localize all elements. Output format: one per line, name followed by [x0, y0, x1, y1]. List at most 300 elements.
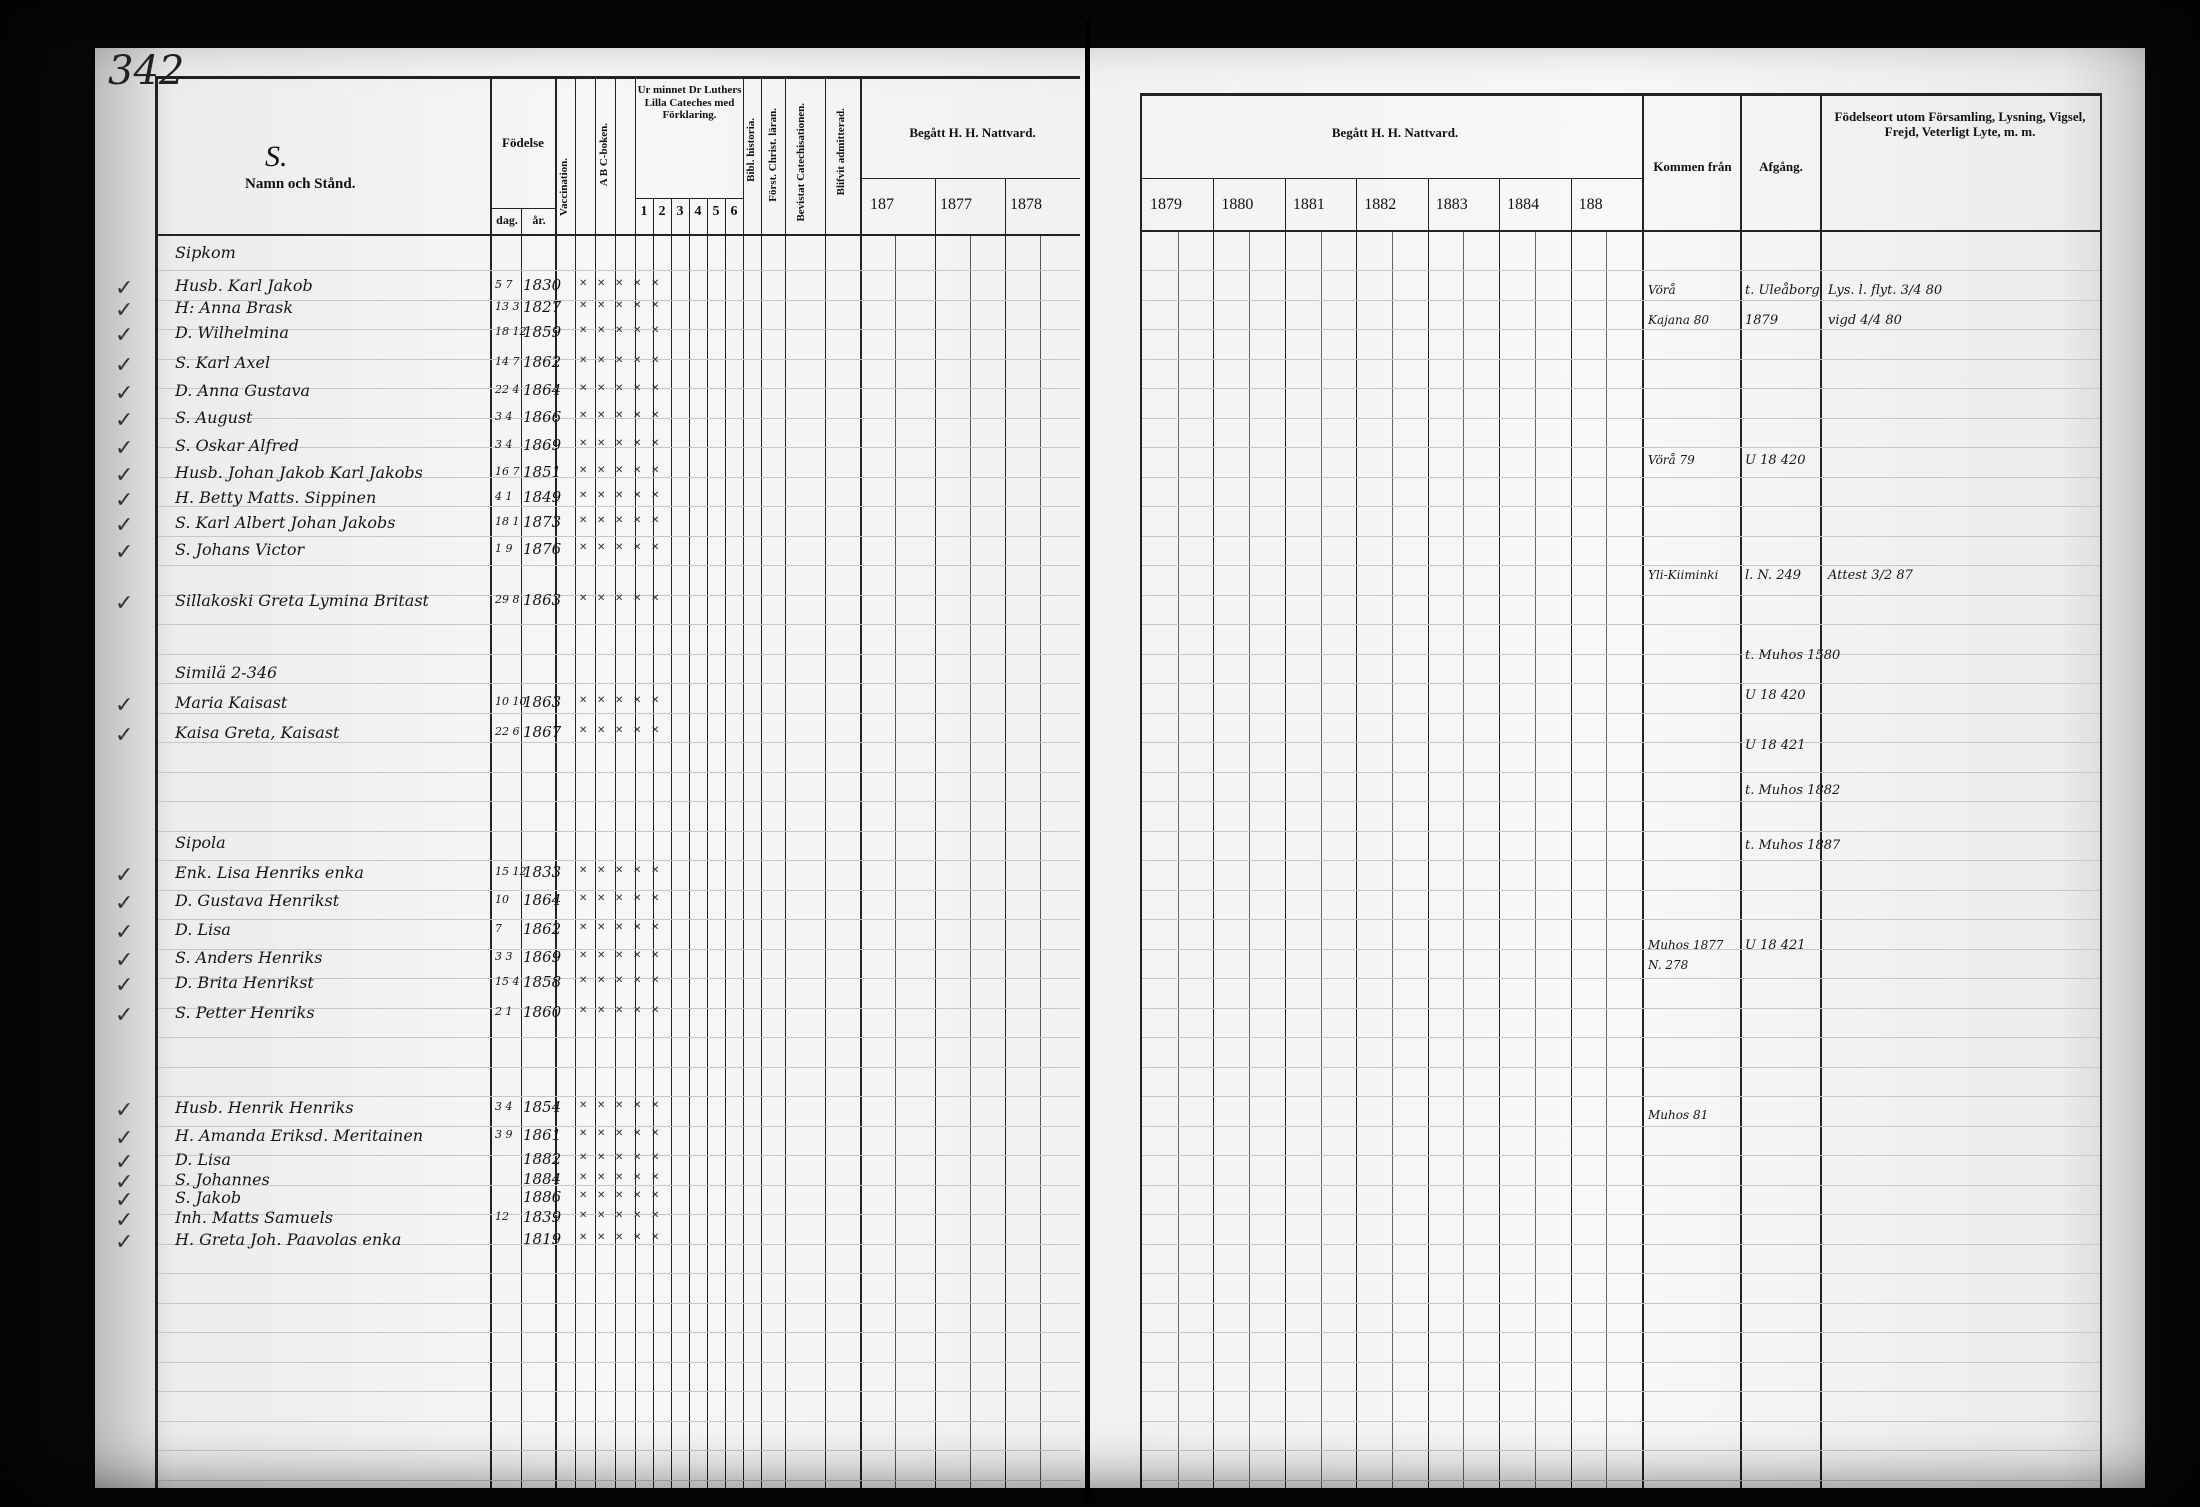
row-rule — [1142, 536, 2100, 537]
margin-check-mark: ✓ — [115, 408, 134, 433]
check-mark: ✕ — [597, 893, 606, 904]
check-mark: ✕ — [651, 542, 660, 553]
check-mark: ✕ — [579, 725, 588, 736]
r-right-frame — [2100, 93, 2102, 1488]
check-mark: ✕ — [615, 515, 624, 526]
check-mark: ✕ — [651, 438, 660, 449]
entry-departure: U 18 420 — [1745, 688, 1806, 703]
check-mark: ✕ — [633, 695, 642, 706]
row-rule — [1142, 860, 2100, 861]
row-rule — [158, 1332, 1080, 1333]
row-rule — [1142, 742, 2100, 743]
row-rule — [1142, 624, 2100, 625]
birth-header: Födelse — [502, 135, 544, 150]
entry-birth-day: 7 — [495, 922, 502, 935]
check-mark: ✕ — [633, 515, 642, 526]
check-mark: ✕ — [597, 1100, 606, 1111]
row-rule — [1142, 1037, 2100, 1038]
check-mark: ✕ — [633, 593, 642, 604]
header-top-rule — [155, 76, 1080, 79]
check-mark: ✕ — [615, 465, 624, 476]
check-mark: ✕ — [633, 325, 642, 336]
col-rule-y1 — [935, 178, 936, 1488]
check-mark: ✕ — [579, 1128, 588, 1139]
check-mark: ✕ — [615, 1100, 624, 1111]
communion-year-1: 187 — [870, 196, 894, 213]
check-mark: ✕ — [579, 542, 588, 553]
margin-check-mark: ✓ — [115, 891, 134, 916]
row-rule — [158, 772, 1080, 773]
margin-check-mark: ✓ — [115, 276, 134, 301]
check-mark: ✕ — [615, 1210, 624, 1221]
entry-name: H. Amanda Eriksd. Meritainen — [175, 1126, 424, 1145]
check-mark: ✕ — [597, 383, 606, 394]
check-mark: ✕ — [597, 438, 606, 449]
entry-departure: t. Muhos 1887 — [1745, 838, 1841, 853]
row-rule — [158, 1391, 1080, 1392]
communion-year-8: 1883 — [1435, 196, 1468, 213]
entry-name: Husb. Johan Jakob Karl Jakobs — [175, 463, 423, 482]
check-mark: ✕ — [579, 865, 588, 876]
check-mark: ✕ — [633, 1210, 642, 1221]
col-rule-name — [490, 76, 492, 1488]
r-year-rule — [1285, 178, 1286, 1488]
communion-year-6: 1881 — [1292, 196, 1325, 213]
check-mark: ✕ — [651, 725, 660, 736]
section-letter: S. — [265, 140, 288, 173]
communion-year-10: 188 — [1578, 196, 1603, 213]
entry-name: Sillakoski Greta Lymina Britast — [175, 591, 429, 610]
check-mark: ✕ — [633, 438, 642, 449]
row-rule — [1142, 1185, 2100, 1186]
row-rule — [158, 1096, 1080, 1097]
departure-header: Afgång. — [1759, 159, 1803, 174]
check-mark: ✕ — [579, 1172, 588, 1183]
entry-name: S. Jakob — [175, 1188, 242, 1207]
row-rule — [1142, 1273, 2100, 1274]
r-year-rule — [1356, 178, 1357, 1488]
check-mark: ✕ — [615, 695, 624, 706]
check-mark: ✕ — [651, 1128, 660, 1139]
check-mark: ✕ — [615, 922, 624, 933]
margin-check-mark: ✓ — [115, 591, 134, 616]
check-mark: ✕ — [615, 1152, 624, 1163]
row-rule — [158, 860, 1080, 861]
check-mark: ✕ — [633, 1005, 642, 1016]
check-mark: ✕ — [579, 355, 588, 366]
entry-name: S. Oskar Alfred — [175, 436, 299, 455]
catechism-divider — [635, 198, 743, 199]
entry-departure: U 18 421 — [1745, 738, 1806, 753]
entry-name: S. Karl Albert Johan Jakobs — [175, 513, 396, 532]
entry-birth-year: 1862 — [523, 920, 562, 938]
row-rule — [158, 565, 1080, 566]
entry-birth-year: 1861 — [523, 1126, 562, 1144]
entry-birth-day: 5 7 — [495, 278, 513, 291]
entry-remark: Lys. l. flyt. 3/4 80 — [1828, 283, 1943, 298]
check-mark: ✕ — [615, 1128, 624, 1139]
check-mark: ✕ — [633, 278, 642, 289]
check-mark: ✕ — [651, 383, 660, 394]
row-rule — [158, 1303, 1080, 1304]
check-mark: ✕ — [579, 922, 588, 933]
margin-check-mark: ✓ — [115, 1003, 134, 1028]
entry-birth-year: 1854 — [523, 1098, 562, 1116]
check-mark: ✕ — [579, 300, 588, 311]
check-mark: ✕ — [615, 893, 624, 904]
col-rule-vacc — [575, 76, 576, 1488]
entry-birth-year: 1864 — [523, 891, 562, 909]
entry-name: Similä 2-346 — [175, 663, 278, 682]
row-rule — [1142, 1362, 2100, 1363]
check-mark: ✕ — [651, 975, 660, 986]
check-mark: ✕ — [579, 1210, 588, 1221]
r-col-rule-dep — [1740, 93, 1742, 1488]
check-mark: ✕ — [597, 1128, 606, 1139]
page-number: 342 — [108, 48, 185, 94]
right-page — [1090, 48, 2145, 1488]
check-mark: ✕ — [651, 1152, 660, 1163]
col-rule-christ — [785, 76, 786, 1488]
r-col-rule-came — [1642, 93, 1644, 1488]
cat-part-3: 3 — [676, 204, 684, 219]
communion-header-left: Begått H. H. Nattvard. — [909, 125, 1036, 140]
entry-birth-year: 1859 — [523, 323, 562, 341]
check-mark: ✕ — [579, 1232, 588, 1243]
check-mark: ✕ — [651, 1100, 660, 1111]
communion-year-2: 1877 — [940, 196, 972, 213]
check-mark: ✕ — [597, 278, 606, 289]
check-mark: ✕ — [579, 1005, 588, 1016]
row-rule — [1142, 801, 2100, 802]
entry-birth-year: 1863 — [523, 591, 562, 609]
entry-departure: t. Muhos 1580 — [1745, 648, 1841, 663]
row-rule — [158, 1480, 1080, 1481]
communion-header-right: Begått H. H. Nattvard. — [1331, 125, 1459, 140]
entry-birth-day: 3 3 — [495, 950, 513, 963]
entry-name: H. Betty Matts. Sippinen — [175, 488, 377, 507]
check-mark: ✕ — [579, 593, 588, 604]
catechism-group-header: Ur minnet Dr Luthers Lilla Cateches med Förklaring. — [637, 84, 742, 122]
check-mark: ✕ — [597, 1232, 606, 1243]
margin-check-mark: ✓ — [115, 381, 134, 406]
communion-year-3: 1878 — [1010, 196, 1042, 213]
row-rule — [1142, 270, 2100, 271]
entry-birth-day: 22 6 — [495, 725, 520, 738]
check-mark: ✕ — [597, 355, 606, 366]
check-mark: ✕ — [597, 325, 606, 336]
row-rule — [1142, 831, 2100, 832]
christian-doctrine-header: Först. Christ. läran. — [767, 108, 779, 202]
entry-birth-year: 1827 — [523, 298, 562, 316]
entry-birth-year: 1873 — [523, 513, 562, 531]
entry-birth-day: 3 9 — [495, 1128, 513, 1141]
check-mark: ✕ — [633, 893, 642, 904]
entry-name: Husb. Karl Jakob — [175, 276, 313, 295]
communion-year-4: 1879 — [1150, 196, 1182, 213]
row-rule — [1142, 565, 2100, 566]
check-mark: ✕ — [597, 465, 606, 476]
entry-birth-day: 4 1 — [495, 490, 513, 503]
check-mark: ✕ — [597, 975, 606, 986]
entry-birth-year: 1869 — [523, 436, 562, 454]
check-mark: ✕ — [651, 490, 660, 501]
margin-check-mark: ✓ — [115, 1150, 134, 1175]
entry-birth-day: 2 1 — [495, 1005, 513, 1018]
entry-name: D. Anna Gustava — [175, 381, 311, 400]
margin-check-mark: ✓ — [115, 298, 134, 323]
row-rule — [158, 1273, 1080, 1274]
row-rule — [158, 713, 1080, 714]
margin-check-mark: ✓ — [115, 1098, 134, 1123]
check-mark: ✕ — [651, 1190, 660, 1201]
entry-birth-day: 3 4 — [495, 410, 513, 423]
row-rule — [1142, 949, 2100, 950]
communion-divider — [862, 178, 1080, 179]
check-mark: ✕ — [633, 410, 642, 421]
check-mark: ✕ — [615, 1232, 624, 1243]
margin-check-mark: ✓ — [115, 513, 134, 538]
row-rule — [1142, 447, 2100, 448]
remarks-header: Födelseort utom Församling, Lysning, Vigsel, Frejd, Veterligt Lyte, m. m. — [1834, 109, 2086, 139]
row-rule — [158, 624, 1080, 625]
row-rule — [1142, 418, 2100, 419]
row-rule — [1142, 1008, 2100, 1009]
entry-birth-year: 1882 — [523, 1150, 562, 1168]
row-rule — [158, 654, 1080, 655]
left-page — [95, 48, 1085, 1488]
row-rule — [158, 683, 1080, 684]
r-year-rule — [1428, 178, 1429, 1488]
margin-check-mark: ✓ — [115, 323, 134, 348]
check-mark: ✕ — [615, 383, 624, 394]
subcol-c — [1040, 236, 1041, 1488]
entry-name: Sipola — [175, 833, 226, 852]
check-mark: ✕ — [633, 300, 642, 311]
entry-birth-year: 1867 — [523, 723, 562, 741]
communion-year-5: 1880 — [1221, 196, 1254, 213]
col-rule-catknow — [825, 76, 826, 1488]
check-mark: ✕ — [633, 490, 642, 501]
entry-birth-year: 1886 — [523, 1188, 562, 1206]
check-mark: ✕ — [615, 725, 624, 736]
row-rule — [158, 831, 1080, 832]
check-mark: ✕ — [633, 355, 642, 366]
margin-check-mark: ✓ — [115, 540, 134, 565]
row-rule — [158, 536, 1080, 537]
entry-birth-year: 1839 — [523, 1208, 562, 1226]
r-header-top-rule — [1140, 93, 2100, 96]
row-rule — [1142, 300, 2100, 301]
row-rule — [158, 1037, 1080, 1038]
header-bottom-rule — [155, 234, 1080, 236]
check-mark: ✕ — [615, 1005, 624, 1016]
check-mark: ✕ — [579, 325, 588, 336]
entry-came-from: Muhos 81 — [1648, 1108, 1709, 1122]
entry-birth-year: 1833 — [523, 863, 562, 881]
row-rule — [1142, 772, 2100, 773]
check-mark: ✕ — [633, 1232, 642, 1243]
col-rule-day — [521, 208, 522, 1488]
check-mark: ✕ — [615, 542, 624, 553]
row-rule — [1142, 388, 2100, 389]
check-mark: ✕ — [597, 593, 606, 604]
check-mark: ✕ — [615, 950, 624, 961]
entry-name: D. Lisa — [175, 1150, 231, 1169]
entry-birth-year: 1884 — [523, 1170, 562, 1188]
entry-birth-day: 14 7 — [495, 355, 520, 368]
row-rule — [158, 1450, 1080, 1451]
row-rule — [1142, 1126, 2100, 1127]
entry-name: S. Johannes — [175, 1170, 270, 1189]
entry-departure: l. N. 249 — [1745, 568, 1802, 583]
col-rule-ab — [595, 76, 596, 1488]
check-mark: ✕ — [615, 438, 624, 449]
row-rule — [1142, 477, 2100, 478]
subcol-b — [970, 236, 971, 1488]
check-mark: ✕ — [579, 1152, 588, 1163]
entry-name: Enk. Lisa Henriks enka — [175, 863, 364, 882]
entry-departure: 1879 — [1745, 313, 1779, 328]
row-rule — [158, 919, 1080, 920]
check-mark: ✕ — [615, 1172, 624, 1183]
cat-part-1: 1 — [640, 204, 648, 219]
check-mark: ✕ — [579, 1100, 588, 1111]
row-rule — [1142, 683, 2100, 684]
vaccination-header: Vaccination. — [558, 158, 570, 216]
check-mark: ✕ — [579, 383, 588, 394]
margin-check-mark: ✓ — [115, 693, 134, 718]
check-mark: ✕ — [633, 1152, 642, 1163]
margin-check-mark: ✓ — [115, 463, 134, 488]
entry-departure: U 18 420 — [1745, 453, 1806, 468]
r-left-frame — [1140, 93, 1142, 1488]
check-mark: ✕ — [651, 1232, 660, 1243]
check-mark: ✕ — [579, 515, 588, 526]
row-rule — [1142, 359, 2100, 360]
check-mark: ✕ — [615, 490, 624, 501]
entry-birth-day: 10 10 — [495, 695, 527, 708]
entry-came-from: Muhos 1877 — [1648, 938, 1724, 952]
check-mark: ✕ — [651, 1172, 660, 1183]
entry-name: S. Petter Henriks — [175, 1003, 315, 1022]
entry-birth-year: 1862 — [523, 353, 562, 371]
entry-name: D. Lisa — [175, 920, 231, 939]
entry-birth-year: 1858 — [523, 973, 562, 991]
check-mark: ✕ — [597, 695, 606, 706]
margin-check-mark: ✓ — [115, 436, 134, 461]
check-mark: ✕ — [633, 975, 642, 986]
check-mark: ✕ — [615, 355, 624, 366]
col-rule-cat2 — [671, 198, 672, 1488]
birth-divider — [490, 208, 555, 209]
entry-name: S. Anders Henriks — [175, 948, 323, 967]
row-rule — [1142, 595, 2100, 596]
entry-birth-day: 15 12 — [495, 865, 527, 878]
check-mark: ✕ — [633, 465, 642, 476]
check-mark: ✕ — [651, 1210, 660, 1221]
entry-name: H: Anna Brask — [175, 298, 294, 317]
check-mark: ✕ — [633, 1190, 642, 1201]
entry-name: Kaisa Greta, Kaisast — [175, 723, 340, 742]
entry-birth-day: 3 4 — [495, 438, 513, 451]
communion-year-7: 1882 — [1364, 196, 1397, 213]
check-mark: ✕ — [615, 278, 624, 289]
row-rule — [158, 742, 1080, 743]
entry-name: D. Wilhelmina — [175, 323, 289, 342]
entry-birth-year: 1869 — [523, 948, 562, 966]
check-mark: ✕ — [651, 922, 660, 933]
row-rule — [1142, 713, 2100, 714]
entry-name: S. Karl Axel — [175, 353, 271, 372]
check-mark: ✕ — [651, 515, 660, 526]
check-mark: ✕ — [579, 1190, 588, 1201]
check-mark: ✕ — [633, 725, 642, 736]
check-mark: ✕ — [615, 975, 624, 986]
entry-came-from: Yli-Kiiminki — [1648, 568, 1719, 582]
row-rule — [158, 1185, 1080, 1186]
check-mark: ✕ — [597, 1172, 606, 1183]
check-mark: ✕ — [633, 1172, 642, 1183]
row-rule — [1142, 654, 2100, 655]
day-header: dag. — [496, 213, 518, 227]
check-mark: ✕ — [651, 695, 660, 706]
entry-departure: t. Muhos 1882 — [1745, 783, 1841, 798]
check-mark: ✕ — [651, 1005, 660, 1016]
check-mark: ✕ — [633, 542, 642, 553]
catechism-knowledge-header: Bevistat Catechisationen. — [795, 103, 807, 222]
row-rule — [158, 801, 1080, 802]
check-mark: ✕ — [597, 950, 606, 961]
check-mark: ✕ — [651, 325, 660, 336]
entry-came-from: Vörå — [1648, 283, 1676, 297]
entry-birth-year: 1819 — [523, 1230, 562, 1248]
margin-check-mark: ✓ — [115, 863, 134, 888]
check-mark: ✕ — [597, 865, 606, 876]
row-rule — [1142, 1421, 2100, 1422]
entry-birth-day: 12 — [495, 1210, 509, 1223]
row-rule — [158, 1067, 1080, 1068]
check-mark: ✕ — [579, 490, 588, 501]
entry-departure: t. Uleåborg — [1745, 283, 1820, 298]
row-rule — [158, 1362, 1080, 1363]
row-rule — [1142, 919, 2100, 920]
check-mark: ✕ — [615, 325, 624, 336]
check-mark: ✕ — [633, 950, 642, 961]
entry-birth-day: 15 4 — [495, 975, 520, 988]
row-rule — [1142, 1391, 2100, 1392]
subcol-a — [895, 236, 896, 1488]
row-rule — [1142, 1067, 2100, 1068]
check-mark: ✕ — [615, 865, 624, 876]
entry-birth-day: 16 7 — [495, 465, 520, 478]
col-rule-cat4 — [707, 198, 708, 1488]
check-mark: ✕ — [633, 1128, 642, 1139]
row-rule — [1142, 1244, 2100, 1245]
check-mark: ✕ — [597, 410, 606, 421]
row-rule — [1142, 978, 2100, 979]
check-mark: ✕ — [651, 950, 660, 961]
row-rule — [158, 1421, 1080, 1422]
entry-name: H. Greta Joh. Paavolas enka — [175, 1230, 402, 1249]
margin-check-mark: ✓ — [115, 920, 134, 945]
col-rule-y2 — [1005, 178, 1006, 1488]
entry-birth-day: 18 1 — [495, 515, 520, 528]
row-rule — [1142, 1214, 2100, 1215]
margin-check-mark: ✓ — [115, 1208, 134, 1233]
check-mark: ✕ — [633, 865, 642, 876]
row-rule — [1142, 1332, 2100, 1333]
